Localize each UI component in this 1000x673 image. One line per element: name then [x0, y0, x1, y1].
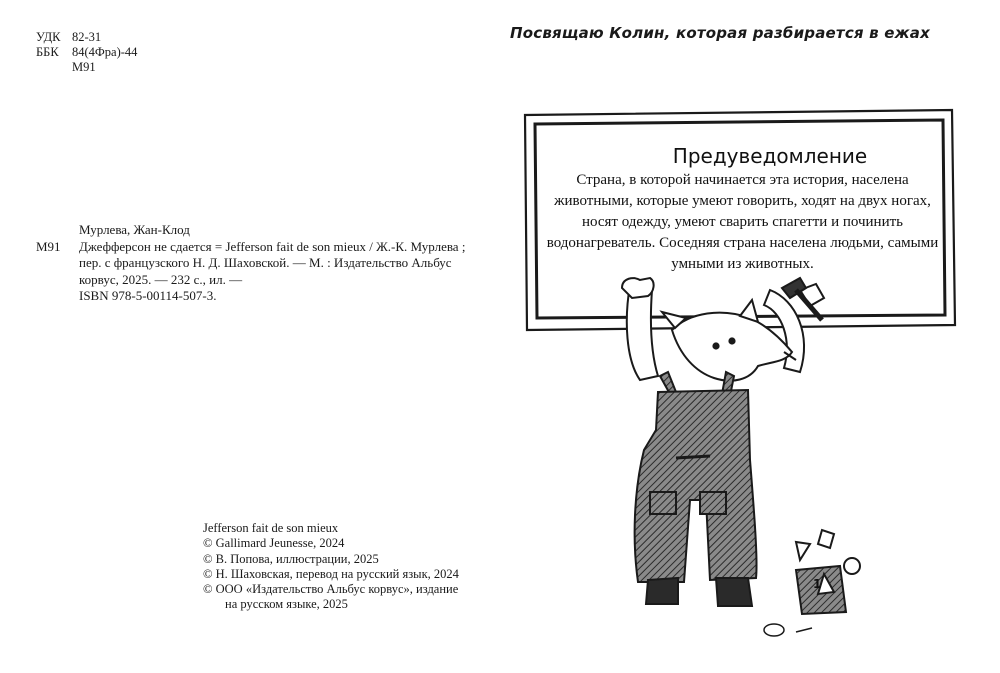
code-value: 84(4Фра)-44	[72, 45, 138, 59]
dedication: Посвящаю Колин, которая разбирается в ежах	[510, 24, 930, 42]
author: Мурлева, Жан-Клод	[79, 222, 190, 237]
biblio-tag: М91	[36, 238, 61, 254]
credit-line: © Н. Шаховская, перевод на русский язык, 2024	[203, 566, 459, 581]
sign-body: Страна, в которой начинается эта история, населена животными, которые умеют говорить, ходят на двух ногах, носят одежду, умеют сварить спагетти и починить водонагреватель. Соседняя страна населена людьми, самыми умными из животных.	[546, 172, 939, 272]
biblio-author-line	[36, 222, 476, 239]
sign-title: Предуведомление	[672, 144, 868, 168]
illustration	[500, 0, 1000, 673]
biblio-text: пер. с французского Н. Д. Шаховской. — М. : Издательство Альбус корвус, 2025. — 232 с., ил. —	[79, 255, 452, 287]
classification-row	[36, 60, 137, 75]
original-title: Jefferson fait de son mieux	[203, 521, 339, 535]
code-key: ББК	[36, 45, 59, 59]
biblio-line	[36, 288, 476, 305]
toolbox-label: 1	[813, 577, 822, 591]
code-value: 82-31	[72, 30, 102, 44]
character-boots	[646, 578, 752, 606]
biblio-text: Джефферсон не сдается = Jefferson fait de son mieux / Ж.-К. Мурлева ;	[79, 238, 466, 254]
code-key	[36, 60, 72, 75]
right-page	[500, 0, 1000, 673]
classification-row	[36, 45, 137, 60]
code-key: УДК	[36, 30, 61, 44]
biblio-line	[36, 255, 476, 288]
copyright-credits	[203, 521, 459, 613]
credit-line: © ООО «Издательство Альбус корвус», издание	[203, 582, 459, 597]
classification-codes	[36, 30, 137, 75]
classification-row	[36, 30, 137, 45]
credit-line: © Gallimard Jeunesse, 2024	[203, 536, 345, 551]
code-value: М91	[72, 60, 96, 74]
nails-icon	[764, 624, 812, 636]
credit-line: © В. Попова, иллюстрации, 2025	[203, 551, 379, 566]
isbn: ISBN 978-5-00114-507-3.	[79, 288, 217, 303]
toolbox-icon	[796, 530, 860, 614]
biblio-line	[36, 239, 476, 256]
character-overalls	[635, 372, 757, 582]
credit-line: на русском языке, 2025	[225, 597, 348, 612]
bibliographic-record	[36, 222, 476, 305]
